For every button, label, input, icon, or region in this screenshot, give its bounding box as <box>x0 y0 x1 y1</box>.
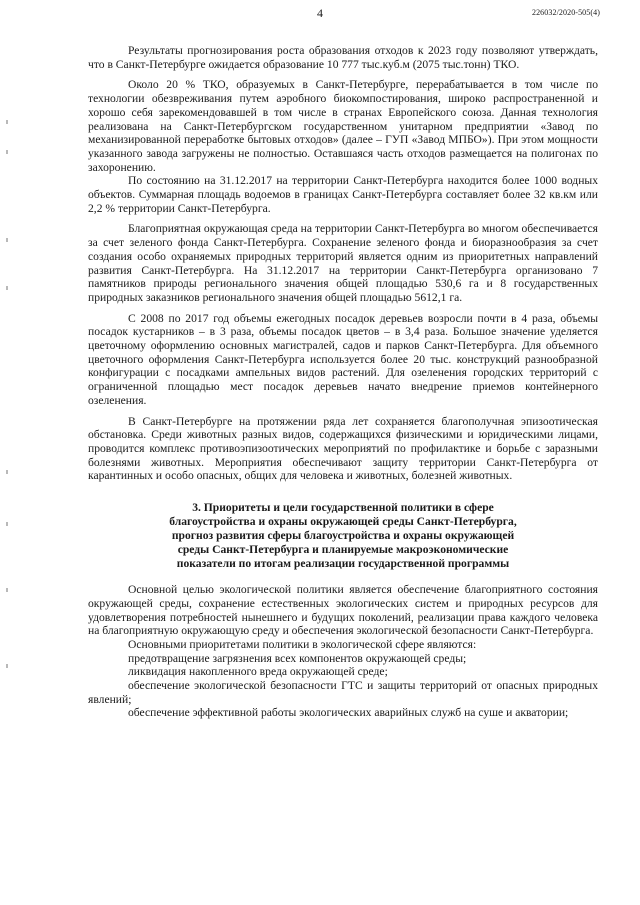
list-item: ликвидация накопленного вреда окружающей среде; <box>128 665 388 679</box>
section-heading-line: среды Санкт-Петербурга и планируемые макроэкономические <box>177 543 509 557</box>
paragraph-main-goal: Основной целью экологической политики является обеспечение благоприятного состояния окружающей среды, сохранение естественных экологических систем и природных ресурсов для удовлетворения потребностей нынешнего и будущих поколений, реализации права каждого человека на благоприятную окружающую среду и обеспечения экологической безопасности Санкт-Петербурга. <box>88 583 598 638</box>
list-item: обеспечение экологической безопасности ГТС и защиты территорий от опасных природных явлений; <box>88 679 598 706</box>
section-heading-line: 3. Приоритеты и цели государственной политики в сфере <box>192 501 494 515</box>
document-code: 226032/2020-505(4) <box>531 8 600 17</box>
paragraph-waste-forecast: Результаты прогнозирования роста образования отходов к 2023 году позволяют утверждать, что в Санкт-Петербурге ожидается образование 10 777 тыс.куб.м (2075 тыс.тонн) ТКО. <box>88 44 598 71</box>
paragraph-epizootic: В Санкт-Петербурге на протяжении ряда лет сохраняется благополучная эпизоотическая обстановка. Среди животных разных видов, содержащихся физическими и юридическими лицами, проводится комплекс противоэпизоотических мероприятий по профилактике и борьбе с заразными болезнями животных. Мероприятия обеспечивают защиту территории Санкт-Петербурга от карантинных и особо опасных, общих для человека и животных, болезней животных. <box>88 414 598 483</box>
section-heading-line: показатели по итогам реализации государственной программы <box>176 557 510 571</box>
paragraph-water-objects: По состоянию на 31.12.2017 на территории Санкт-Петербурга находится более 1000 водных объектов. Суммарная площадь водоемов в границах Санкт-Петербурга составляет более 32 кв.км или 2,2 % территории Санкт-Петербурга. <box>88 174 598 215</box>
paragraph-plantings: С 2008 по 2017 год объемы ежегодных посадок деревьев возросли почти в 4 раза, объемы посадок кустарников – в 3 раза, объемы посадок цветов – в 3,4 раза. Большое значение уделяется цветочному оформлению основных магистралей, садов и парков Санкт-Петербурга. Для объемного цветочного оформления Санкт-Петербурга используется более 20 тыс. конструкций разнообразной конфигурации с посадками ампельных видов растений. Для озеленения городских территорий с ограниченной площадью мест посадок деревьев начато внедрение приемов контейнерного озеленения. <box>88 311 598 407</box>
scan-margin-marks <box>6 0 16 905</box>
document-body <box>88 44 598 720</box>
section-heading-line: прогноз развития сферы благоустройства и охраны окружающей <box>171 529 515 543</box>
paragraph-waste-processing: Около 20 % ТКО, образуемых в Санкт-Петербурге, перерабатывается в том числе по технологии обезвреживания путем аэробного биокомпостирования, широко распространенной и хорошо себя зарекомендовавшей в том числе в странах Европейского союза. Данная технология реализована на Санкт-Петербургском государственном унитарном предприятии «Завод по механизированной переработке бытовых отходов» (далее – ГУП «Завод МПБО»). При этом мощности указанного завода загружены не полностью. Оставшаяся часть отходов размещается на полигонах по захоронению. <box>88 78 598 174</box>
list-item: обеспечение эффективной работы экологических аварийных служб на суше и акватории; <box>128 706 569 720</box>
paragraph-priorities-intro: Основными приоритетами политики в экологической сфере являются: <box>128 637 477 651</box>
section-heading-line: благоустройства и охраны окружающей среды Санкт-Петербурга, <box>169 515 517 529</box>
list-item: предотвращение загрязнения всех компонентов окружающей среды; <box>128 651 467 665</box>
section-heading <box>88 501 598 571</box>
page-number: 4 <box>317 6 323 20</box>
paragraph-green-fund: Благоприятная окружающая среда на территории Санкт-Петербурга во многом обеспечивается за счет зеленого фонда Санкт-Петербурга. Сохранение зеленого фонда и биоразнообразия за счет создания особо охраняемых природных территорий является одним из приоритетных направлений развития Санкт-Петербурга. На 31.12.2017 на территории Санкт-Петербурга организовано 7 памятников природы регионального значения общей площадью 530,6 га и 8 государственных природных заказников регионального значения общей площадью 5612,1 га. <box>88 222 598 304</box>
